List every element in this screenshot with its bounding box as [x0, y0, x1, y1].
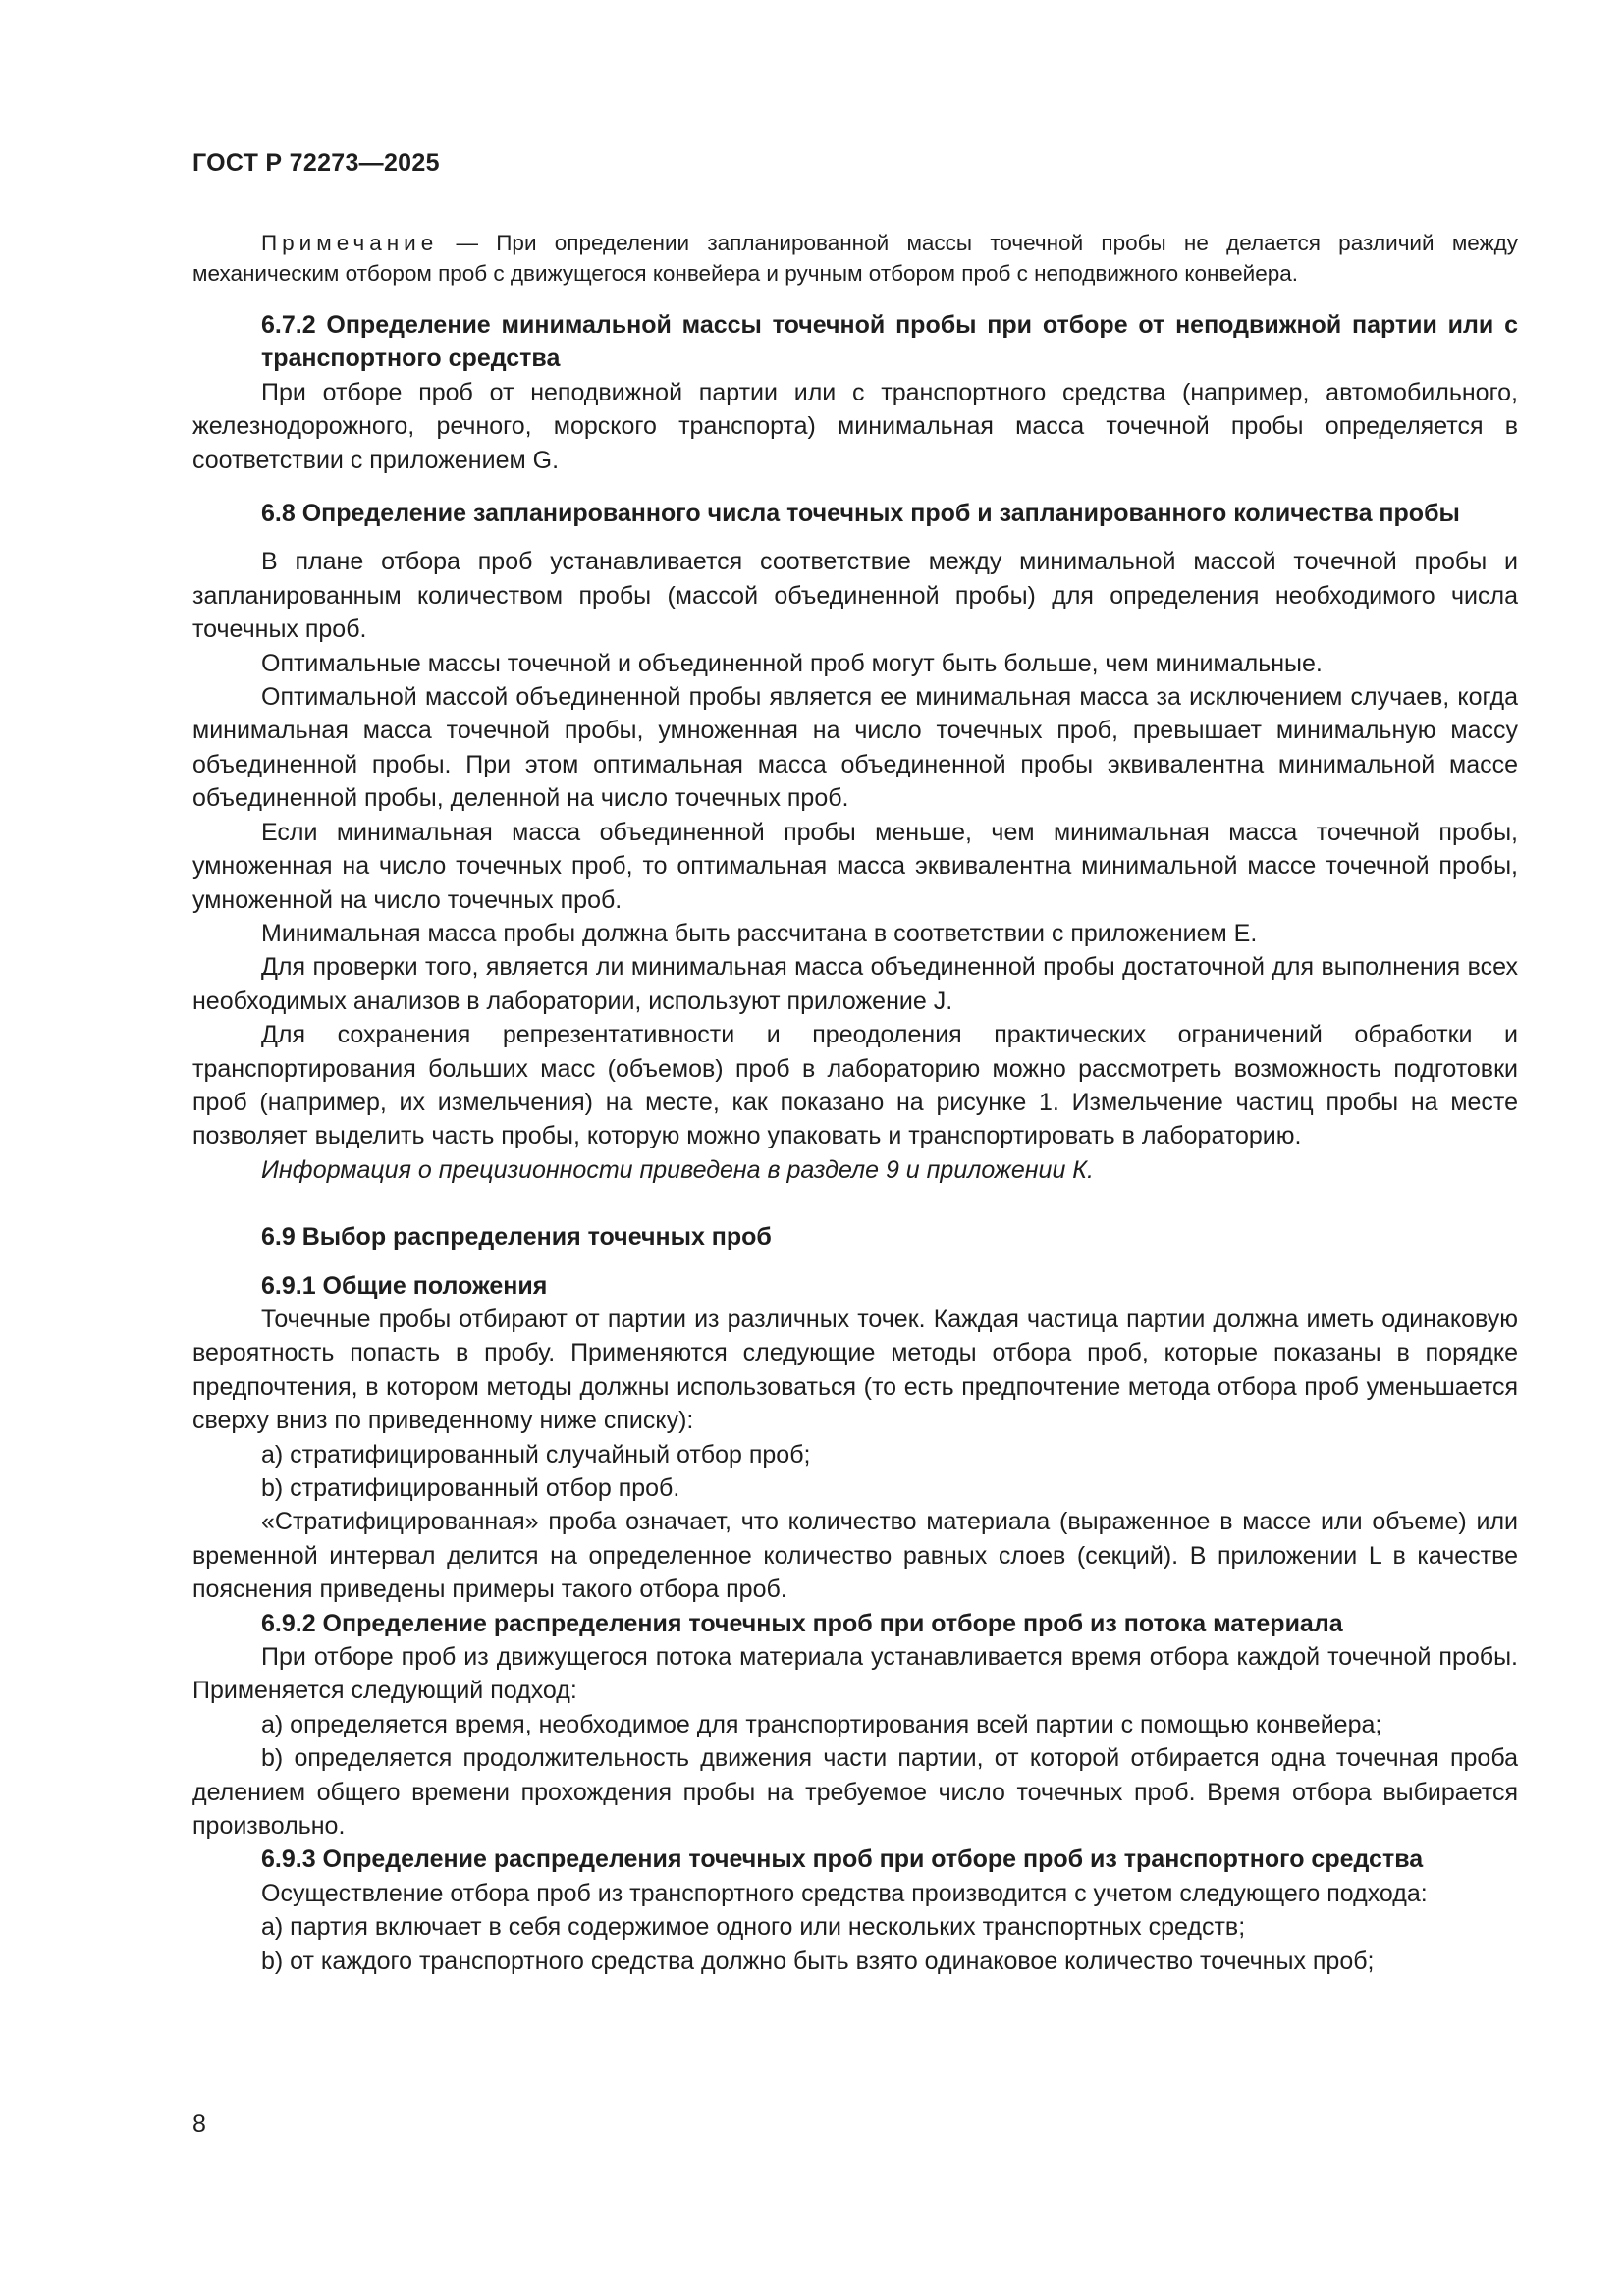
- note-label: Примечание: [261, 231, 439, 255]
- section-6-9-heading: 6.9 Выбор распределения точечных проб: [261, 1223, 772, 1252]
- section-6-8-paragraph-7: Для сохранения репрезентативности и преодоления практических ограничений обработки и транспортирования больших масс (объемов) проб в лабораторию можно рассмотреть возможность подготовки проб (например, их измельчения) на месте, как показано на рисунке 1. Измельчение частиц пробы на месте позволяет выделить часть пробы, которую можно упаковать и транспортировать в лабораторию.: [192, 1021, 1518, 1150]
- section-6-8-paragraph-1: В плане отбора проб устанавливается соответствие между минимальной массой точечной пробы и запланированным количеством пробы (массой объединенной пробы) для определения необходимого числа точечных проб.: [192, 548, 1518, 644]
- section-6-7-2-paragraph: При отборе проб от неподвижной партии или с транспортного средства (например, автомобильного, железнодорожного, речного, морского транспорта) минимальная масса точечной пробы определяется в соответствии с приложением G.: [192, 378, 1518, 474]
- section-6-9-3-item-a: а) партия включает в себя содержимое одного или нескольких транспортных средств;: [261, 1913, 1246, 1942]
- section-6-9-1-paragraph-1: Точечные пробы отбирают от партии из различных точек. Каждая частица партии должна иметь одинаковую вероятность попасть в пробу. Применяются следующие методы отбора проб, которые показаны в порядке предпочтения, в котором методы должны использоваться (то есть предпочтение метода отбора проб уменьшается сверху вниз по приведенному ниже списку):: [192, 1305, 1518, 1435]
- note-text: — При определении запланированной массы точечной пробы не делается различий между механическим отбором проб с движущегося конвейера и ручным отбором проб с неподвижного конвейера.: [192, 231, 1518, 286]
- section-6-8-paragraph-2: Оптимальные массы точечной и объединенной проб могут быть больше, чем минимальные.: [261, 649, 1323, 677]
- section-6-9-2-paragraph: При отборе проб из движущегося потока материала устанавливается время отбора каждой точечной пробы. Применяется следующий подход:: [192, 1643, 1518, 1705]
- section-6-9-3-heading: 6.9.3 Определение распределения точечных проб при отборе проб из транспортного средства: [261, 1845, 1424, 1874]
- page-content: [192, 228, 1518, 1978]
- standard-designation: ГОСТ Р 72273—2025: [192, 149, 440, 177]
- section-6-9-2-item-a: а) определяется время, необходимое для транспортирования всей партии с помощью конвейера;: [261, 1710, 1382, 1738]
- section-6-9-3-paragraph: Осуществление отбора проб из транспортного средства производится с учетом следующего подхода:: [261, 1879, 1428, 1907]
- section-6-8-paragraph-6: Для проверки того, является ли минимальная масса объединенной пробы достаточной для выполнения всех необходимых анализов в лаборатории, используют приложение J.: [192, 953, 1518, 1015]
- section-6-9-1-item-a: а) стратифицированный случайный отбор проб;: [261, 1440, 811, 1468]
- note-paragraph: [192, 228, 1518, 289]
- section-6-8-paragraph-4: Если минимальная масса объединенной пробы меньше, чем минимальная масса точечной пробы, умноженная на число точечных проб, то оптимальная масса эквивалентна минимальной массе точечной пробы, умноженной на число точечных проб.: [192, 818, 1518, 914]
- section-6-8-heading: 6.8 Определение запланированного числа точечных проб и запланированного количества пробы: [261, 500, 1460, 528]
- section-6-8-paragraph-5: Минимальная масса пробы должна быть рассчитана в соответствии с приложением Е.: [261, 919, 1258, 947]
- section-6-9-2-item-b: b) определяется продолжительность движения части партии, от которой отбирается одна точечная проба делением общего времени прохождения пробы на требуемое число точечных проб. Время отбора выбирается произвольно.: [192, 1744, 1518, 1841]
- section-6-9-2-heading: 6.9.2 Определение распределения точечных проб при отборе проб из потока материала: [261, 1609, 1343, 1637]
- section-6-9-1-heading: 6.9.1 Общие положения: [261, 1271, 548, 1300]
- page-number: 8: [192, 2110, 206, 2138]
- section-6-9-1-paragraph-2: «Стратифицированная» проба означает, что количество материала (выраженное в массе или объеме) или временной интервал делится на определенное количество равных слоев (секций). В приложении L в качестве пояснения приведены примеры такого отбора проб.: [192, 1508, 1518, 1604]
- section-6-9-1-item-b: b) стратифицированный отбор проб.: [261, 1474, 680, 1502]
- section-6-7-2-heading: 6.7.2 Определение минимальной массы точечной пробы при отборе от неподвижной партии или с транспортного средства: [261, 311, 1518, 373]
- section-6-8-paragraph-3: Оптимальной массой объединенной пробы является ее минимальная масса за исключением случаев, когда минимальная масса точечной пробы, умноженная на число точечных проб, превышает минимальную массу объединенной пробы. При этом оптимальная масса объединенной пробы эквивалентна минимальной массе объединенной пробы, деленной на число точечных проб.: [192, 683, 1518, 813]
- section-6-8-precision-note: Информация о прецизионности приведена в разделе 9 и приложении К.: [261, 1155, 1094, 1184]
- section-6-9-3-item-b: b) от каждого транспортного средства должно быть взято одинаковое количество точечных проб;: [261, 1947, 1375, 1975]
